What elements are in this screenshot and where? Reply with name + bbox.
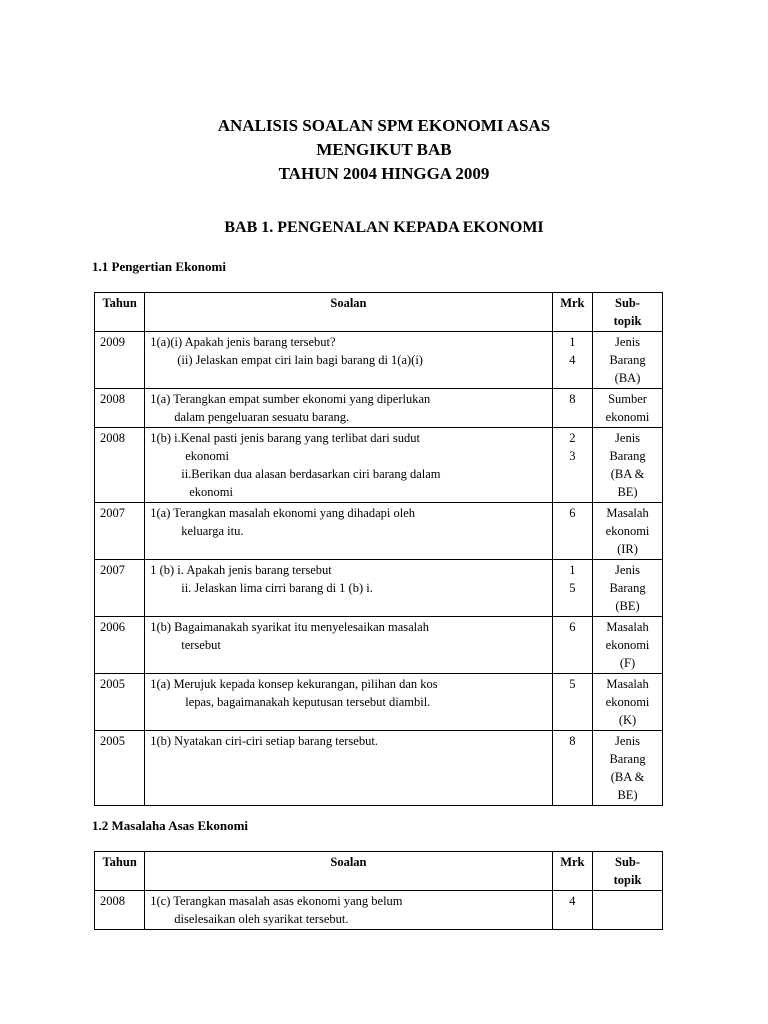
cell-tahun: 2006 [95, 617, 145, 674]
mrk-value: 6 [569, 620, 576, 634]
subtopik-line: Barang [609, 752, 646, 766]
cell-soalan [145, 674, 552, 731]
cell-tahun: 2005 [95, 731, 145, 806]
subtopik-line: ekonomi [605, 638, 650, 652]
header-tahun: Tahun [95, 852, 145, 891]
subtopik-line: (BA) [614, 371, 641, 385]
soalan-line: ii.Berikan dua alasan berdasarkan ciri barang dalam [181, 467, 441, 481]
soalan-line: lepas, bagaimanakah keputusan tersebut diambil. [185, 695, 431, 709]
cell-subtopik [593, 503, 663, 560]
table-row [95, 674, 663, 731]
cell-mrk [552, 428, 592, 503]
soalan-line: 1(a)(i) Apakah jenis barang tersebut? [150, 335, 336, 349]
title-line-2: MENGIKUT BAB [316, 140, 452, 159]
header-subtopik [593, 293, 663, 332]
table-row [95, 560, 663, 617]
soalan-line: diselesaikan oleh syarikat tersebut. [174, 912, 349, 926]
header-soalan: Soalan [145, 852, 552, 891]
soalan-line: 1(a) Terangkan masalah ekonomi yang dihadapi oleh [150, 506, 416, 520]
title-line-1: ANALISIS SOALAN SPM EKONOMI ASAS [217, 116, 551, 135]
soalan-line: 1(b) Bagaimanakah syarikat itu menyelesaikan masalah [150, 620, 429, 634]
cell-mrk [552, 560, 592, 617]
title-line-3: TAHUN 2004 HINGGA 2009 [278, 164, 490, 183]
subtopik-line: Jenis [615, 734, 641, 748]
header-mrk: Mrk [552, 293, 592, 332]
subtopik-line: (BA & [610, 467, 645, 481]
mrk-value: 5 [569, 677, 576, 691]
subtopik-line: ekonomi [605, 410, 650, 424]
cell-soalan [145, 891, 552, 930]
header-subtopik-line1: Sub- [615, 855, 641, 869]
table-row [95, 731, 663, 806]
cell-mrk [552, 617, 592, 674]
cell-mrk [552, 731, 592, 806]
cell-soalan [145, 560, 552, 617]
table-pengertian-ekonomi [94, 292, 663, 806]
mrk-value: 5 [569, 581, 576, 595]
header-tahun: Tahun [95, 293, 145, 332]
chapter-heading: BAB 1. PENGENALAN KEPADA EKONOMI [224, 219, 544, 236]
mrk-value: 8 [569, 392, 576, 406]
soalan-line: 1 (b) i. Apakah jenis barang tersebut [150, 563, 332, 577]
subtopik-line: ekonomi [605, 695, 650, 709]
subtopik-line: Sumber [608, 392, 647, 406]
document-title [0, 114, 768, 186]
cell-tahun: 2008 [95, 389, 145, 428]
header-subtopik-line2: topik [613, 873, 642, 887]
table-row [95, 332, 663, 389]
header-soalan: Soalan [145, 293, 552, 332]
cell-tahun: 2007 [95, 560, 145, 617]
subtopik-line: Masalah [606, 506, 649, 520]
mrk-value: 6 [569, 506, 576, 520]
cell-subtopik [593, 389, 663, 428]
cell-soalan [145, 428, 552, 503]
table-row [95, 503, 663, 560]
mrk-value: 1 [569, 563, 576, 577]
subtopik-line: (K) [618, 713, 637, 727]
cell-soalan [145, 503, 552, 560]
subtopik-line: Barang [609, 581, 646, 595]
cell-tahun: 2009 [95, 332, 145, 389]
subtopik-line: Jenis [615, 431, 641, 445]
cell-tahun: 2005 [95, 674, 145, 731]
mrk-value: 3 [569, 449, 576, 463]
cell-tahun: 2007 [95, 503, 145, 560]
table-header-row [95, 293, 663, 332]
subtopik-line: Masalah [606, 677, 649, 691]
subtopik-line: Barang [609, 449, 646, 463]
cell-subtopik [593, 428, 663, 503]
cell-soalan [145, 332, 552, 389]
subtopik-line: Jenis [615, 335, 641, 349]
subtopik-line: (BE) [615, 599, 640, 613]
soalan-line: 1(c) Terangkan masalah asas ekonomi yang belum [150, 894, 403, 908]
cell-soalan [145, 389, 552, 428]
table-row [95, 428, 663, 503]
header-subtopik-line2: topik [613, 314, 642, 328]
table-masalah-asas-ekonomi [94, 851, 663, 930]
cell-mrk [552, 891, 592, 930]
table-row [95, 389, 663, 428]
table-row [95, 617, 663, 674]
header-mrk: Mrk [552, 852, 592, 891]
cell-subtopik [593, 731, 663, 806]
mrk-value: 4 [569, 894, 576, 908]
mrk-value: 4 [569, 353, 576, 367]
cell-soalan [145, 617, 552, 674]
cell-mrk [552, 503, 592, 560]
header-subtopik-line1: Sub- [615, 296, 641, 310]
cell-mrk [552, 674, 592, 731]
soalan-line: (ii) Jelaskan empat ciri lain bagi barang di 1(a)(i) [177, 353, 423, 367]
table-header-row [95, 852, 663, 891]
cell-subtopik [593, 674, 663, 731]
soalan-line: 1(a) Terangkan empat sumber ekonomi yang diperlukan [150, 392, 431, 406]
soalan-line: ekonomi [189, 485, 233, 499]
soalan-line: 1(b) i.Kenal pasti jenis barang yang terlibat dari sudut [150, 431, 420, 445]
soalan-line: 1(b) Nyatakan ciri-ciri setiap barang tersebut. [150, 734, 378, 748]
subtopik-line: Masalah [606, 620, 649, 634]
cell-mrk [552, 389, 592, 428]
cell-tahun: 2008 [95, 891, 145, 930]
cell-subtopik [593, 560, 663, 617]
subtopik-line: Barang [609, 353, 646, 367]
section-heading-1-1: 1.1 Pengertian Ekonomi [92, 259, 226, 274]
mrk-value: 1 [569, 335, 576, 349]
soalan-line: ekonomi [185, 449, 229, 463]
mrk-value: 8 [569, 734, 576, 748]
table-row [95, 891, 663, 930]
subtopik-line: ekonomi [605, 524, 650, 538]
cell-mrk [552, 332, 592, 389]
cell-tahun: 2008 [95, 428, 145, 503]
subtopik-line: (F) [619, 656, 636, 670]
cell-soalan [145, 731, 552, 806]
subtopik-line: (IR) [617, 542, 638, 556]
subtopik-line: (BA & [610, 770, 645, 784]
soalan-line: ii. Jelaskan lima cirri barang di 1 (b) i. [181, 581, 373, 595]
soalan-line: 1(a) Merujuk kepada konsep kekurangan, pilihan dan kos [150, 677, 438, 691]
soalan-line: dalam pengeluaran sesuatu barang. [174, 410, 350, 424]
header-subtopik [593, 852, 663, 891]
soalan-line: keluarga itu. [181, 524, 244, 538]
section-heading-1-2: 1.2 Masalaha Asas Ekonomi [92, 818, 249, 833]
subtopik-line: BE) [617, 788, 638, 802]
soalan-line: tersebut [181, 638, 221, 652]
cell-subtopik [593, 617, 663, 674]
cell-subtopik [593, 332, 663, 389]
subtopik-line: BE) [617, 485, 638, 499]
subtopik-line: Jenis [615, 563, 641, 577]
mrk-value: 2 [569, 431, 576, 445]
cell-subtopik [593, 891, 663, 930]
